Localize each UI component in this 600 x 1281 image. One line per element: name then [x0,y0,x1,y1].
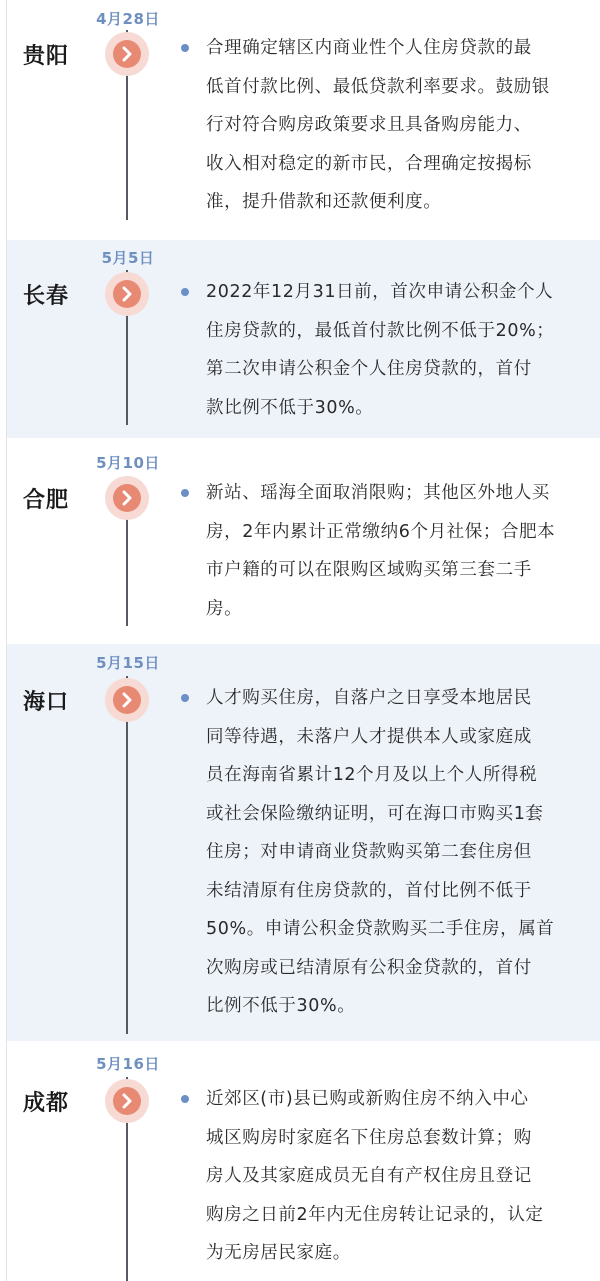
text-line: 50%。申请公积金贷款购买二手住房，属首 [206,919,555,939]
chevron-right-icon [105,1079,149,1123]
text-line: 城区购房时家庭名下住房总套数计算；购 [206,1127,532,1148]
policy-text [206,1080,592,1273]
entry-date: 5月5日 [101,249,155,267]
text-line: 准，提升借款和还款便利度。 [206,192,442,212]
text-line: 员在海南省累计12个月及以上个人所得税 [206,765,538,785]
text-line: 人才购买住房，自落户之日享受本地居民 [206,688,532,708]
text-line: 房人及其家庭成员无自有产权住房且登记 [206,1166,532,1186]
policy-text [206,273,592,427]
entry-date: 4月28日 [96,10,160,28]
entry-date: 5月16日 [96,1055,160,1073]
text-line: 或社会保险缴纳证明，可在海口市购买1套 [206,803,544,824]
text-line: 收入相对稳定的新市民，合理确定按揭标 [206,153,532,174]
chevron-right-icon [105,272,149,316]
bullet-dot [181,694,189,702]
text-line: 比例不低于30%。 [206,996,356,1016]
text-line: 房。 [206,598,243,619]
text-line: 2022年12月31日前，首次申请公积金个人 [206,282,554,302]
bullet-dot [181,44,189,52]
text-line: 住房；对申请商业贷款购买第二套住房但 [206,842,532,862]
timeline-entry-guiyang [6,0,600,240]
text-line: 房，2年内累计正常缴纳6个月社保；合肥本 [206,521,556,542]
text-line: 住房贷款的，最低首付款比例不低于20%； [206,320,555,341]
text-line: 为无房居民家庭。 [206,1243,351,1263]
policy-text [206,474,592,628]
text-line: 市户籍的可以在限购区域购买第三套二手 [206,560,532,580]
timeline-entry-changchun [6,240,600,438]
text-line: 次购房或已结清原有公积金贷款的，首付 [206,957,532,978]
city-name: 合肥 [23,488,70,513]
bullet-dot [181,288,189,296]
entry-date: 5月15日 [96,654,160,672]
text-line: 款比例不低于30%。 [206,397,374,418]
city-name: 海口 [23,690,70,715]
city-name: 贵阳 [23,44,70,69]
text-line: 同等待遇，未落户人才提供本人或家庭成 [206,726,532,747]
text-line: 购房之日前2年内无住房转让记录的，认定 [206,1204,544,1225]
text-line: 新站、瑶海全面取消限购；其他区外地人买 [206,483,550,503]
timeline-line [126,676,128,1034]
text-line: 未结清原有住房贷款的，首付比例不低于 [206,880,532,901]
text-line: 第二次申请公积金个人住房贷款的，首付 [206,359,532,379]
bullet-dot [181,489,189,497]
entry-date: 5月10日 [96,454,160,472]
text-line: 行对符合购房政策要求且具备购房能力、 [206,115,532,135]
policy-text [206,29,592,222]
text-line: 低首付款比例、最低贷款利率要求。鼓励银 [206,76,550,97]
timeline-entry-chengdu [6,1041,600,1281]
policy-text [206,679,592,1026]
city-name: 长春 [23,284,70,309]
city-name: 成都 [23,1091,70,1116]
text-line: 近郊区(市)县已购或新购住房不纳入中心 [206,1089,529,1109]
chevron-right-icon [105,32,149,76]
text-line: 合理确定辖区内商业性个人住房贷款的最 [206,38,532,58]
chevron-right-icon [105,476,149,520]
chevron-right-icon [105,678,149,722]
timeline-entry-hefei [6,438,600,644]
bullet-dot [181,1095,189,1103]
timeline-entry-haikou [6,644,600,1041]
